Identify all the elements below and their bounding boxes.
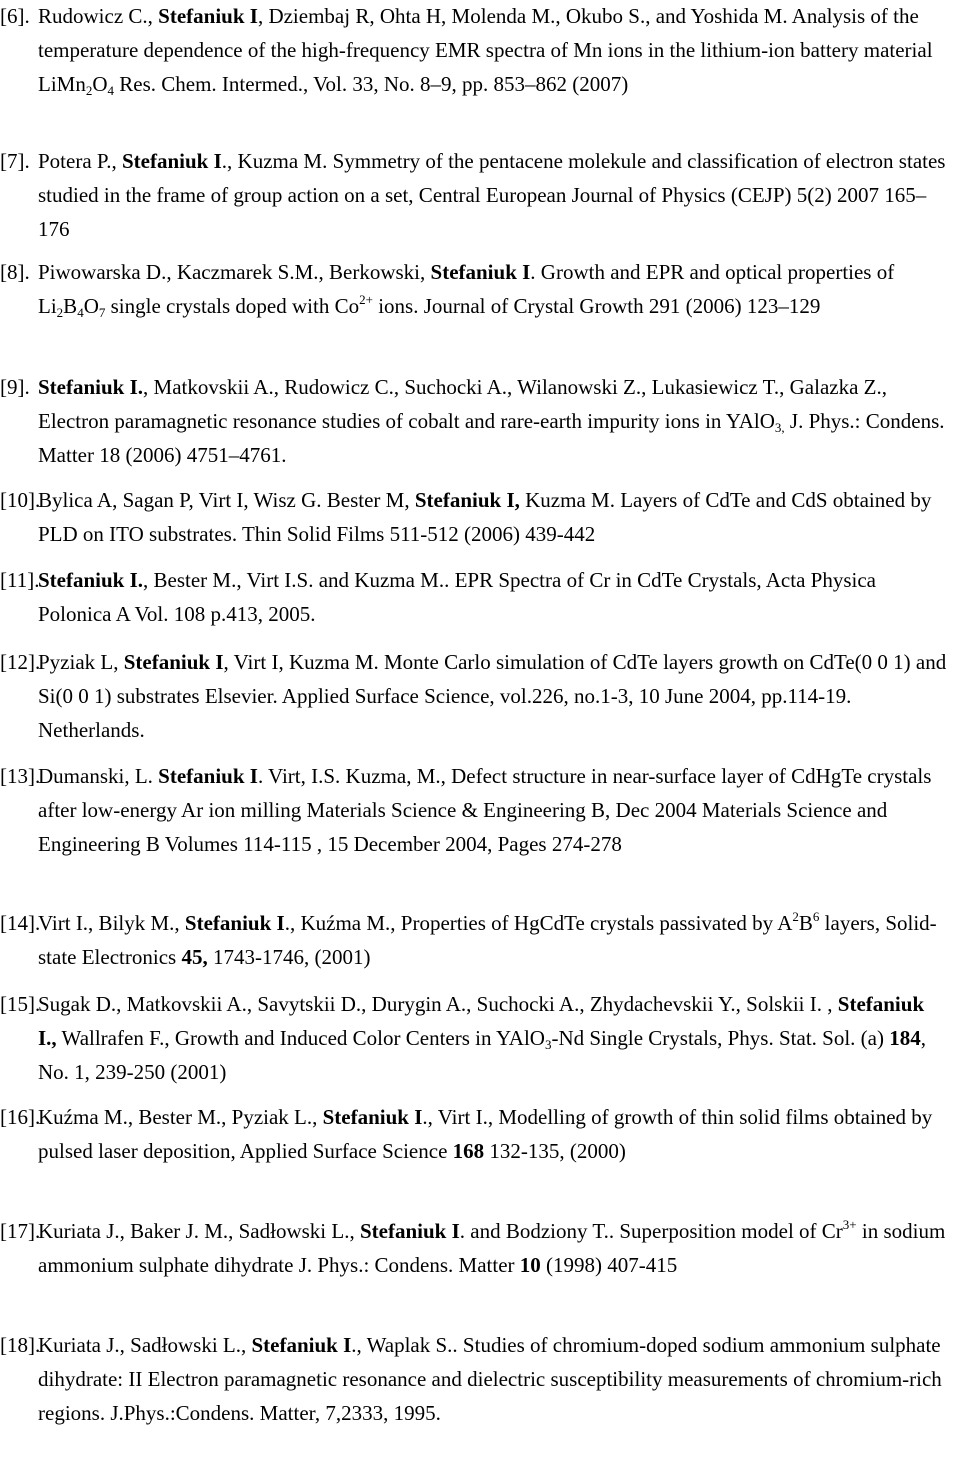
text-run: , Bester M., Virt I.S. and Kuzma M.. EPR Spectra of Cr in CdTe Crystals, Acta Physica Polonica A Vol. 108 p.413, 2005.	[38, 568, 876, 626]
reference-number: [12].	[0, 650, 41, 674]
reference-number: [17].	[0, 1219, 41, 1243]
author-highlight: Stefaniuk I	[122, 149, 222, 173]
text-run: , Virt I, Kuzma M. Monte Carlo simulation of CdTe layers growth on CdTe(0 0 1) and Si(0 0 1) substrates Elsevier. Applied Surface Science, vol.226, no.1-3, 10 June 2004, pp.114-19. Netherlands.	[38, 650, 947, 742]
superscript: 6	[812, 909, 820, 924]
reference-text	[0, 1101, 948, 1169]
text-run: Bylica A, Sagan P, Virt I, Wisz G. Bester M,	[38, 488, 415, 512]
reference-text	[0, 256, 948, 324]
author-highlight: Stefaniuk I	[123, 650, 224, 674]
reference-number: [15].	[0, 992, 41, 1016]
reference-number: [8].	[0, 260, 30, 284]
author-highlight: Stefaniuk I	[158, 4, 258, 28]
author-highlight: Stefaniuk I,	[414, 488, 520, 512]
text-run: , Dziembaj R, Ohta H, Molenda M., Okubo S., and Yoshida M. Analysis of the temperature dependence of the high-frequency EMR spectra of Mn ions in the lithium-ion battery material LiMn	[38, 4, 933, 96]
text-run: Rudowicz C.,	[38, 4, 159, 28]
text-run: B	[798, 911, 813, 935]
text-run: O	[83, 293, 99, 318]
reference-item	[0, 484, 948, 552]
reference-item	[0, 256, 948, 324]
subscript: 4	[107, 82, 115, 98]
reference-number: [6].	[0, 4, 30, 28]
reference-item	[0, 0, 948, 101]
author-highlight: Stefaniuk I	[184, 911, 285, 935]
reference-item	[0, 145, 948, 246]
author-highlight: 45,	[181, 944, 208, 969]
reference-number: [16].	[0, 1105, 41, 1129]
reference-text	[0, 1329, 948, 1430]
text-run: Potera P.,	[38, 149, 122, 173]
author-highlight: 168	[452, 1138, 485, 1163]
reference-number: [14].	[0, 911, 41, 935]
reference-item	[0, 1215, 948, 1283]
reference-number: [13].	[0, 764, 41, 788]
subscript: 4	[77, 304, 84, 320]
text-run: . Growth and EPR and optical properties of Li	[38, 260, 895, 318]
text-run: (1998) 407-415	[540, 1252, 678, 1277]
text-run: Pyziak L,	[38, 650, 124, 674]
author-highlight: Stefaniuk I.,	[38, 992, 925, 1050]
reference-text	[0, 0, 948, 101]
author-highlight: 10	[519, 1252, 541, 1277]
reference-text	[0, 988, 948, 1089]
text-run: 1743-1746, (2001)	[207, 944, 371, 969]
reference-item	[0, 371, 948, 472]
text-run: , No. 1, 239-250 (2001)	[38, 1025, 926, 1084]
reference-number: [9].	[0, 375, 30, 399]
reference-text	[0, 646, 948, 747]
text-run: Kuriata J., Baker J. M., Sadłowski L.,	[38, 1219, 360, 1243]
superscript: 2+	[359, 291, 373, 307]
reference-number: [10].	[0, 488, 41, 512]
subscript: 2	[85, 82, 93, 98]
text-run: ., Kuźma M., Properties of HgCdTe crystals passivated by A	[284, 911, 793, 935]
text-run: . Virt, I.S. Kuzma, M., Defect structure in near-surface layer of CdHgTe crystals after low-energy Ar ion milling Materials Science & Engineering B, Dec 2004 Materials Science and Engineering B Volumes 114-115 , 15 December 2004, Pages 274-278	[38, 764, 932, 856]
author-highlight: Stefaniuk I	[430, 260, 531, 284]
text-run: , Matkovskii A., Rudowicz C., Suchocki A., Wilanowski Z., Lukasiewicz T., Galazka Z., Electron paramagnetic resonance studies of cobalt and rare-earth impurity ions in YAlO	[38, 375, 887, 433]
reference-number: [7].	[0, 149, 30, 173]
text-run: Kuzma M. Layers of CdTe and CdS obtained by PLD on ITO substrates. Thin Solid Films 511-512 (2006) 439-442	[38, 488, 932, 546]
reference-item	[0, 988, 948, 1089]
reference-number: [11].	[0, 568, 40, 592]
author-highlight: Stefaniuk I.	[38, 375, 144, 399]
text-run: J. Phys.: Condens. Matter 18 (2006) 4751–4761.	[38, 408, 945, 467]
reference-item	[0, 564, 948, 632]
reference-text	[0, 564, 948, 632]
subscript: 2	[56, 304, 64, 320]
text-run: 132-135, (2000)	[484, 1138, 626, 1163]
author-highlight: Stefaniuk I.	[38, 568, 144, 592]
text-run: ., Kuzma M. Symmetry of the pentacene molekule and classification of electron states studied in the frame of group action on a set, Central European Journal of Physics (CEJP) 5(2) 2007 165–176	[38, 149, 946, 241]
subscript: 3	[544, 1036, 552, 1052]
text-run: single crystals doped with Co	[105, 293, 360, 318]
reference-text	[0, 760, 948, 861]
text-run: ., Waplak S.. Studies of chromium-doped sodium ammonium sulphate dihydrate: II Electron paramagnetic resonance and dielectric susceptibility measurements of chromium-rich regions. J.Phys.:Condens. Matter, 7,2333, 1995.	[38, 1333, 942, 1425]
superscript: 3+	[842, 1217, 857, 1232]
reference-item	[0, 1101, 948, 1169]
author-highlight: Stefaniuk I	[359, 1219, 460, 1243]
text-run: O	[92, 71, 108, 96]
author-highlight: Stefaniuk I	[158, 764, 258, 788]
author-highlight: Stefaniuk I	[251, 1333, 352, 1357]
reference-text	[0, 371, 948, 472]
reference-text	[0, 1215, 948, 1283]
reference-number: [18].	[0, 1333, 41, 1357]
reference-item	[0, 760, 948, 861]
text-run: Dumanski, L.	[38, 764, 159, 788]
text-run: Virt I., Bilyk M.,	[38, 911, 185, 935]
text-run: ions. Journal of Crystal Growth 291 (2006) 123–129	[372, 293, 821, 318]
text-run: . and Bodziony T.. Superposition model of Cr	[459, 1219, 843, 1243]
reference-item	[0, 907, 948, 975]
reference-text	[0, 145, 948, 246]
reference-text	[0, 484, 948, 552]
text-run: Kuźma M., Bester M., Pyziak L.,	[38, 1105, 323, 1129]
text-run: ., Virt I., Modelling of growth of thin solid films obtained by pulsed laser deposition, Applied Surface Science	[38, 1105, 933, 1163]
author-highlight: Stefaniuk I	[322, 1105, 423, 1129]
reference-item	[0, 646, 948, 747]
text-run: B	[63, 293, 78, 318]
text-run: Wallrafen F., Growth and Induced Color Centers in YAlO	[56, 1025, 545, 1050]
text-run: Sugak D., Matkovskii A., Savytskii D., Durygin A., Suchocki A., Zhydachevskii Y., Solskii I. ,	[38, 992, 838, 1016]
author-highlight: 184	[889, 1025, 921, 1050]
superscript: 2	[792, 909, 799, 924]
reference-item	[0, 1329, 948, 1430]
text-run: in sodium ammonium sulphate dihydrate J. Phys.: Condens. Matter	[38, 1219, 946, 1277]
text-run: layers, Solid-state Electronics	[38, 911, 937, 969]
subscript: 3,	[774, 419, 785, 435]
text-run: Kuriata J., Sadłowski L.,	[38, 1333, 252, 1357]
subscript: 7	[98, 304, 106, 320]
text-run: Res. Chem. Intermed., Vol. 33, No. 8–9, pp. 853–862 (2007)	[114, 71, 629, 96]
reference-text	[0, 907, 948, 975]
text-run: -Nd Single Crystals, Phys. Stat. Sol. (a)	[551, 1025, 890, 1050]
text-run: Piwowarska D., Kaczmarek S.M., Berkowski,	[38, 260, 431, 284]
